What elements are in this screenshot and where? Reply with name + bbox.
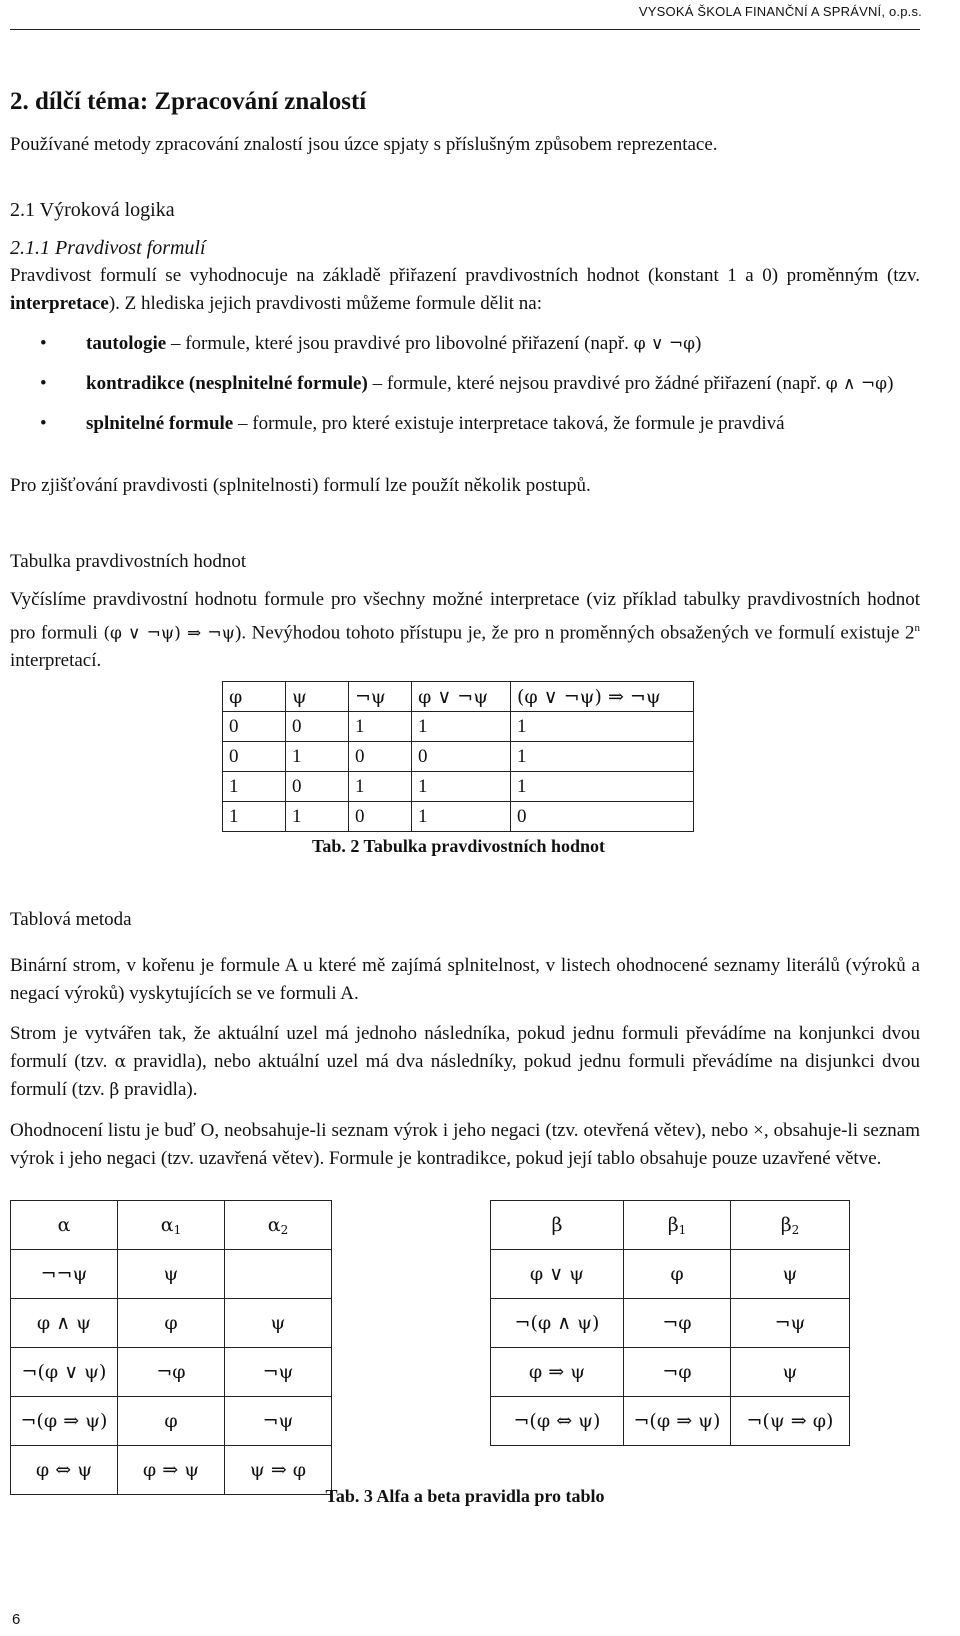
tt-text-a: Vyčíslíme pravdivostní hodnotu formule pro všechny možné interpretace (viz příklad tabulky pravdivostních hodnot pro formuli bbox=[10, 589, 920, 644]
table-cell: ψ ⇒ φ bbox=[225, 1446, 332, 1495]
tableau-paragraph-2 bbox=[10, 1020, 920, 1104]
table-cell: ¬¬ψ bbox=[11, 1250, 118, 1299]
p3-text-a: Ohodnocení listu je buď O, neobsahuje-li seznam výrok i jeho negaci (tzv. otevřená větev), nebo bbox=[10, 1120, 754, 1141]
alpha-symbol: α bbox=[114, 1052, 127, 1072]
table-cell: ¬φ bbox=[624, 1299, 731, 1348]
table-cell: φ ∧ ψ bbox=[11, 1299, 118, 1348]
header-symbol: β bbox=[551, 1214, 563, 1236]
tt-text-b: ). Nevýhodou tohoto přístupu je, že pro n proměnných obsažených ve formulí existuje 2 bbox=[235, 622, 915, 644]
truth-table bbox=[222, 681, 694, 832]
table-row bbox=[491, 1397, 850, 1446]
header-cell: (φ ∨ ¬ψ) ⇒ ¬ψ bbox=[511, 682, 694, 712]
bullet-dot: • bbox=[40, 413, 47, 434]
table-cell: ¬(φ ⇒ ψ) bbox=[624, 1397, 731, 1446]
interpretace-term: interpretace bbox=[10, 293, 109, 314]
p2-text-c: pravidla). bbox=[119, 1079, 198, 1100]
table-row bbox=[491, 1348, 850, 1397]
table-cell bbox=[225, 1250, 332, 1299]
formula-type-list bbox=[40, 330, 920, 438]
intro-paragraph: Používané metody zpracování znalostí jsou úzce spjaty s příslušným způsobem reprezentace. bbox=[10, 134, 718, 155]
alpha-table-wrapper bbox=[10, 1200, 332, 1495]
table-cell: 1 bbox=[349, 772, 412, 802]
subsubsection-title-block bbox=[10, 234, 920, 262]
table-cell: φ bbox=[624, 1250, 731, 1299]
section-title: 2. dílčí téma: Zpracování znalostí bbox=[10, 88, 367, 115]
table-cell: 1 bbox=[286, 802, 349, 832]
table-cell: 0 bbox=[223, 712, 286, 742]
table-row bbox=[223, 772, 694, 802]
table-cell: φ bbox=[118, 1397, 225, 1446]
bullet-close: ) bbox=[695, 333, 702, 354]
truth-table-paragraph bbox=[10, 586, 920, 675]
tt-formula: (φ ∨ ¬ψ) ⇒ ¬ψ bbox=[103, 623, 236, 644]
header-symbol: β bbox=[667, 1213, 679, 1236]
table-row bbox=[11, 1250, 332, 1299]
tableau-table-caption: Tab. 3 Alfa a beta pravidla pro tablo bbox=[325, 1486, 605, 1506]
table-cell: 1 bbox=[412, 712, 511, 742]
tableau-paragraph-3 bbox=[10, 1117, 920, 1173]
cross-mark: × bbox=[753, 1120, 764, 1141]
table-cell: ¬ψ bbox=[225, 1397, 332, 1446]
table-cell: ¬φ bbox=[624, 1348, 731, 1397]
table-cell: 1 bbox=[511, 772, 694, 802]
header-cell: φ bbox=[223, 682, 286, 712]
table-cell: 1 bbox=[412, 772, 511, 802]
bullet-close: ) bbox=[887, 373, 894, 394]
table-cell: 1 bbox=[223, 802, 286, 832]
table-cell: ¬(φ ∧ ψ) bbox=[491, 1299, 624, 1348]
table-cell: φ ∨ ψ bbox=[491, 1250, 624, 1299]
beta-symbol: β bbox=[109, 1080, 120, 1100]
bullet-formula: φ ∨ ¬φ bbox=[633, 334, 695, 354]
header-cell bbox=[491, 1201, 624, 1250]
table-cell: ¬(φ ⇒ ψ) bbox=[11, 1397, 118, 1446]
header-rule bbox=[10, 29, 920, 30]
table-cell: 1 bbox=[223, 772, 286, 802]
p2-text-a: Strom je vytvářen tak, že aktuální uzel má jednoho následníka, pokud jednu formuli převádíme na konjunkci dvou formulí (tzv. bbox=[10, 1023, 920, 1072]
table-cell: ψ bbox=[118, 1250, 225, 1299]
table-cell: φ ⇒ ψ bbox=[491, 1348, 624, 1397]
subsection-title: 2.1 Výroková logika bbox=[10, 199, 175, 221]
table-cell: 0 bbox=[286, 772, 349, 802]
table-cell: φ bbox=[118, 1299, 225, 1348]
header-subscript: 2 bbox=[280, 1222, 289, 1237]
table-cell: 0 bbox=[511, 802, 694, 832]
bullet-term: kontradikce (nesplnitelné formule) bbox=[86, 373, 368, 394]
header-subscript: 1 bbox=[678, 1222, 687, 1237]
table-header-row bbox=[11, 1201, 332, 1250]
tableau-heading: Tablová metoda bbox=[10, 909, 132, 930]
header-cell: ¬ψ bbox=[349, 682, 412, 712]
header-subscript: 1 bbox=[173, 1222, 182, 1237]
truth-paragraph bbox=[10, 262, 920, 318]
beta-table-wrapper bbox=[490, 1200, 850, 1446]
truth-table-wrapper bbox=[222, 681, 694, 857]
tt-superscript: n bbox=[914, 622, 920, 634]
table-cell: ¬ψ bbox=[225, 1348, 332, 1397]
table-row bbox=[11, 1348, 332, 1397]
bullet-term: splnitelné formule bbox=[86, 413, 234, 434]
after-bullets-paragraph: Pro zjišťování pravdivosti (splnitelnosti) formulí lze použít několik postupů. bbox=[10, 475, 591, 496]
subsubsection-title: 2.1.1 Pravdivost formulí bbox=[10, 237, 206, 259]
table-row bbox=[223, 712, 694, 742]
table-row bbox=[491, 1299, 850, 1348]
p2-text-b: pravidla), nebo aktuální uzel má dva následníky, pokud jednu formuli převádíme na disjunkci dvou formulí (tzv. bbox=[10, 1051, 921, 1100]
header-symbol: α bbox=[160, 1213, 174, 1236]
header-subscript: 2 bbox=[791, 1222, 800, 1237]
table-cell: ¬(ψ ⇒ φ) bbox=[731, 1397, 850, 1446]
bullet-formula: φ ∧ ¬φ bbox=[825, 374, 888, 394]
bullet-dot: • bbox=[40, 373, 47, 394]
table-header-row bbox=[491, 1201, 850, 1250]
tt-text-c: interpretací. bbox=[10, 650, 102, 672]
table-cell: ψ bbox=[225, 1299, 332, 1348]
table-header-row bbox=[223, 682, 694, 712]
header-cell bbox=[731, 1201, 850, 1250]
table-cell: 1 bbox=[349, 712, 412, 742]
header-symbol: α bbox=[57, 1214, 71, 1236]
header-cell bbox=[225, 1201, 332, 1250]
subsection-title-block bbox=[10, 196, 920, 224]
beta-table bbox=[490, 1200, 850, 1446]
p3-text-b: , obsahuje-li seznam výrok i jeho negaci (tzv. uzavřená větev). Formule je kontradikce, pokud její tablo obsahuje pouze uzavřené větve. bbox=[10, 1120, 920, 1169]
truth-text-b: ). Z hlediska jejich pravdivosti můžeme formule dělit na: bbox=[108, 293, 543, 314]
header-cell bbox=[11, 1201, 118, 1250]
truth-table-caption: Tab. 2 Tabulka pravdivostních hodnot bbox=[312, 836, 605, 856]
header-cell bbox=[118, 1201, 225, 1250]
table-cell: 1 bbox=[511, 712, 694, 742]
table-cell: ¬(φ ∨ ψ) bbox=[11, 1348, 118, 1397]
header-cell: φ ∨ ¬ψ bbox=[412, 682, 511, 712]
table-row bbox=[11, 1299, 332, 1348]
truth-text-a: Pravdivost formulí se vyhodnocuje na základě přiřazení pravdivostních hodnot (konstant 1 a 0) proměnným (tzv. bbox=[10, 265, 920, 286]
table-cell: 1 bbox=[286, 742, 349, 772]
table-cell: φ ⇔ ψ bbox=[11, 1446, 118, 1495]
header-symbol: α bbox=[267, 1213, 281, 1236]
bullet-term: tautologie bbox=[86, 333, 167, 354]
tableau-paragraph-1: Binární strom, v kořenu je formule A u které mě zajímá splnitelnost, v listech ohodnocené seznamy literálů (výroků a negací výroků) vyskytujících se ve formuli A. bbox=[10, 955, 920, 1004]
bullet-text: – formule, které jsou pravdivé pro libovolné přiřazení (např. bbox=[166, 333, 634, 354]
table-cell: 0 bbox=[349, 802, 412, 832]
table-cell: ¬ψ bbox=[731, 1299, 850, 1348]
table-row bbox=[223, 802, 694, 832]
list-item bbox=[40, 330, 920, 358]
table-cell: ¬(φ ⇔ ψ) bbox=[491, 1397, 624, 1446]
table-cell: ψ bbox=[731, 1250, 850, 1299]
table-cell: 0 bbox=[412, 742, 511, 772]
table-row bbox=[491, 1250, 850, 1299]
list-item bbox=[40, 410, 920, 438]
header-cell bbox=[624, 1201, 731, 1250]
bullet-dot: • bbox=[40, 333, 47, 354]
truth-table-heading: Tabulka pravdivostních hodnot bbox=[10, 551, 247, 572]
alpha-table bbox=[10, 1200, 332, 1495]
table-cell: 0 bbox=[286, 712, 349, 742]
bullet-text: – formule, které nejsou pravdivé pro žádné přiřazení (např. bbox=[367, 373, 826, 394]
running-header: VYSOKÁ ŠKOLA FINANČNÍ A SPRÁVNÍ, o.p.s. bbox=[638, 4, 922, 19]
section-title-block bbox=[10, 88, 920, 116]
table-cell: ψ bbox=[731, 1348, 850, 1397]
header-cell: ψ bbox=[286, 682, 349, 712]
page-number: 6 bbox=[12, 1611, 21, 1628]
bullet-text: – formule, pro které existuje interpretace taková, že formule je pravdivá bbox=[233, 413, 785, 434]
table-cell: 0 bbox=[223, 742, 286, 772]
table-row bbox=[11, 1397, 332, 1446]
table-row bbox=[223, 742, 694, 772]
table-cell: 1 bbox=[511, 742, 694, 772]
table-cell: 1 bbox=[412, 802, 511, 832]
table-cell: ¬φ bbox=[118, 1348, 225, 1397]
header-symbol: β bbox=[780, 1213, 792, 1236]
list-item bbox=[40, 370, 920, 398]
table-cell: 0 bbox=[349, 742, 412, 772]
table-cell: φ ⇒ ψ bbox=[118, 1446, 225, 1495]
